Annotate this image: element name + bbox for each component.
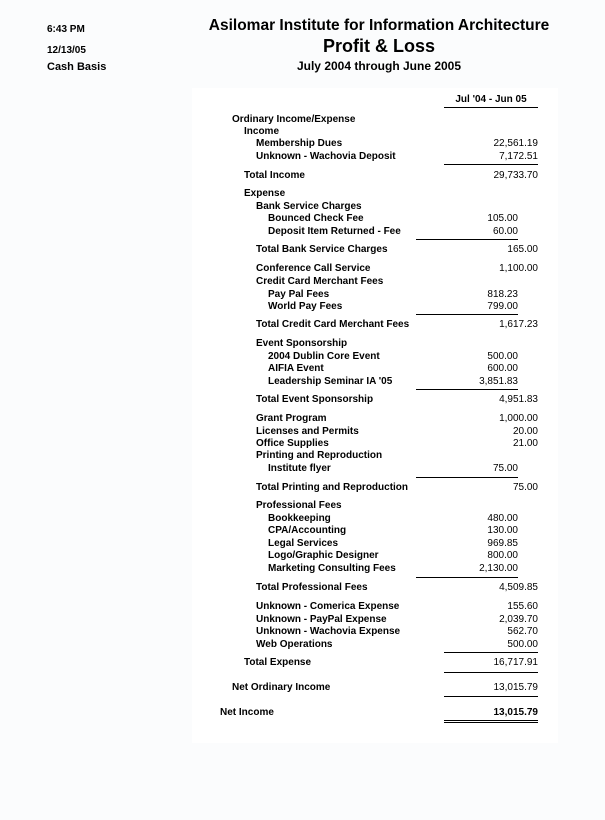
row-amount-marketing-consulting-fees: 2,130.00 — [479, 563, 518, 574]
row-amount-total-event-sponsorship: 4,951.83 — [499, 394, 538, 405]
row-label-legal-services: Legal Services — [268, 538, 339, 549]
row-label-2004-dublin-core-event: 2004 Dublin Core Event — [268, 351, 380, 362]
row-label-cpa-accounting: CPA/Accounting — [268, 525, 347, 536]
row-amount-total-income: 29,733.70 — [493, 170, 538, 181]
subtotal-rule — [444, 164, 538, 165]
row-amount-bounced-check-fee: 105.00 — [487, 213, 518, 224]
row-label-total-income: Total Income — [244, 170, 305, 181]
row-label-leadership-seminar-ia-05: Leadership Seminar IA '05 — [268, 376, 393, 387]
row-label-aifia-event: AIFIA Event — [268, 363, 324, 374]
row-label-pay-pal-fees: Pay Pal Fees — [268, 289, 330, 300]
row-amount-total-printing-and-reproduction: 75.00 — [512, 482, 538, 493]
row-label-net-income: Net Income — [220, 707, 274, 718]
double-underline-rule — [444, 720, 538, 723]
subtotal-rule — [416, 314, 518, 315]
row-label-deposit-item-returned-fee: Deposit Item Returned - Fee — [268, 226, 401, 237]
row-label-bookkeeping: Bookkeeping — [268, 513, 331, 524]
subtotal-rule — [416, 389, 518, 390]
row-amount-total-bank-service-charges: 165.00 — [507, 244, 538, 255]
row-label-total-printing-and-reproduction: Total Printing and Reproduction — [256, 482, 409, 493]
row-label-total-professional-fees: Total Professional Fees — [256, 582, 368, 593]
row-amount-pay-pal-fees: 818.23 — [487, 289, 518, 300]
company-name: Asilomar Institute for Information Architecture — [208, 17, 550, 34]
row-label-unknown-wachovia-expense: Unknown - Wachovia Expense — [256, 626, 401, 637]
row-amount-grant-program: 1,000.00 — [499, 413, 538, 424]
row-label-net-ordinary-income: Net Ordinary Income — [232, 682, 331, 693]
row-amount-net-income: 13,015.79 — [493, 707, 538, 718]
row-label-grant-program: Grant Program — [256, 413, 327, 424]
row-label-total-bank-service-charges: Total Bank Service Charges — [256, 244, 388, 255]
row-label-credit-card-merchant-fees: Credit Card Merchant Fees — [256, 276, 384, 287]
row-amount-net-ordinary-income: 13,015.79 — [493, 682, 538, 693]
report-time: 6:43 PM — [47, 24, 85, 35]
row-amount-total-professional-fees: 4,509.85 — [499, 582, 538, 593]
row-label-world-pay-fees: World Pay Fees — [268, 301, 343, 312]
report-period: July 2004 through June 2005 — [296, 59, 462, 73]
row-amount-institute-flyer: 75.00 — [492, 463, 518, 474]
row-label-membership-dues: Membership Dues — [256, 138, 343, 149]
row-label-expense: Expense — [244, 188, 286, 199]
report-basis: Cash Basis — [47, 61, 107, 73]
row-amount-unknown-wachovia-expense: 562.70 — [507, 626, 538, 637]
row-amount-office-supplies: 21.00 — [512, 438, 538, 449]
row-label-total-expense: Total Expense — [244, 657, 312, 668]
row-amount-total-credit-card-merchant-fees: 1,617.23 — [499, 319, 538, 330]
row-amount-unknown-comerica-expense: 155.60 — [507, 601, 538, 612]
row-label-bounced-check-fee: Bounced Check Fee — [268, 213, 364, 224]
row-amount-world-pay-fees: 799.00 — [487, 301, 518, 312]
row-label-conference-call-service: Conference Call Service — [256, 263, 371, 274]
row-label-licenses-and-permits: Licenses and Permits — [256, 426, 359, 437]
row-label-office-supplies: Office Supplies — [256, 438, 329, 449]
row-label-marketing-consulting-fees: Marketing Consulting Fees — [268, 563, 396, 574]
report-title: Profit & Loss — [322, 36, 435, 56]
row-amount-web-operations: 500.00 — [507, 639, 538, 650]
row-label-unknown-paypal-expense: Unknown - PayPal Expense — [256, 614, 387, 625]
column-header: Jul '04 - Jun 05 — [455, 94, 527, 105]
report-date: 12/13/05 — [47, 45, 86, 56]
subtotal-rule — [444, 696, 538, 697]
row-amount-2004-dublin-core-event: 500.00 — [487, 351, 518, 362]
row-label-printing-and-reproduction: Printing and Reproduction — [256, 450, 383, 461]
row-amount-unknown-paypal-expense: 2,039.70 — [499, 614, 538, 625]
row-label-unknown-wachovia-deposit: Unknown - Wachovia Deposit — [256, 151, 396, 162]
row-amount-total-expense: 16,717.91 — [493, 657, 538, 668]
row-label-ordinary-income-expense: Ordinary Income/Expense — [232, 114, 356, 125]
row-label-professional-fees: Professional Fees — [256, 500, 342, 511]
row-label-logo-graphic-designer: Logo/Graphic Designer — [268, 550, 379, 561]
row-amount-legal-services: 969.85 — [487, 538, 518, 549]
row-amount-aifia-event: 600.00 — [487, 363, 518, 374]
row-amount-leadership-seminar-ia-05: 3,851.83 — [479, 376, 518, 387]
row-amount-licenses-and-permits: 20.00 — [512, 426, 538, 437]
row-amount-cpa-accounting: 130.00 — [487, 525, 518, 536]
row-amount-unknown-wachovia-deposit: 7,172.51 — [499, 151, 538, 162]
row-label-income: Income — [244, 126, 280, 137]
row-label-bank-service-charges: Bank Service Charges — [256, 201, 362, 212]
row-amount-bookkeeping: 480.00 — [487, 513, 518, 524]
subtotal-rule — [444, 672, 538, 673]
column-header-rule — [444, 107, 538, 108]
subtotal-rule — [444, 652, 538, 653]
row-amount-conference-call-service: 1,100.00 — [499, 263, 538, 274]
row-label-unknown-comerica-expense: Unknown - Comerica Expense — [256, 601, 400, 612]
row-label-institute-flyer: Institute flyer — [268, 463, 331, 474]
subtotal-rule — [416, 477, 518, 478]
row-label-web-operations: Web Operations — [256, 639, 333, 650]
subtotal-rule — [416, 239, 518, 240]
row-label-total-event-sponsorship: Total Event Sponsorship — [256, 394, 374, 405]
row-label-total-credit-card-merchant-fees: Total Credit Card Merchant Fees — [256, 319, 410, 330]
row-amount-logo-graphic-designer: 800.00 — [487, 550, 518, 561]
row-amount-membership-dues: 22,561.19 — [493, 138, 538, 149]
row-amount-deposit-item-returned-fee: 60.00 — [492, 226, 518, 237]
row-label-event-sponsorship: Event Sponsorship — [256, 338, 348, 349]
subtotal-rule — [416, 577, 518, 578]
